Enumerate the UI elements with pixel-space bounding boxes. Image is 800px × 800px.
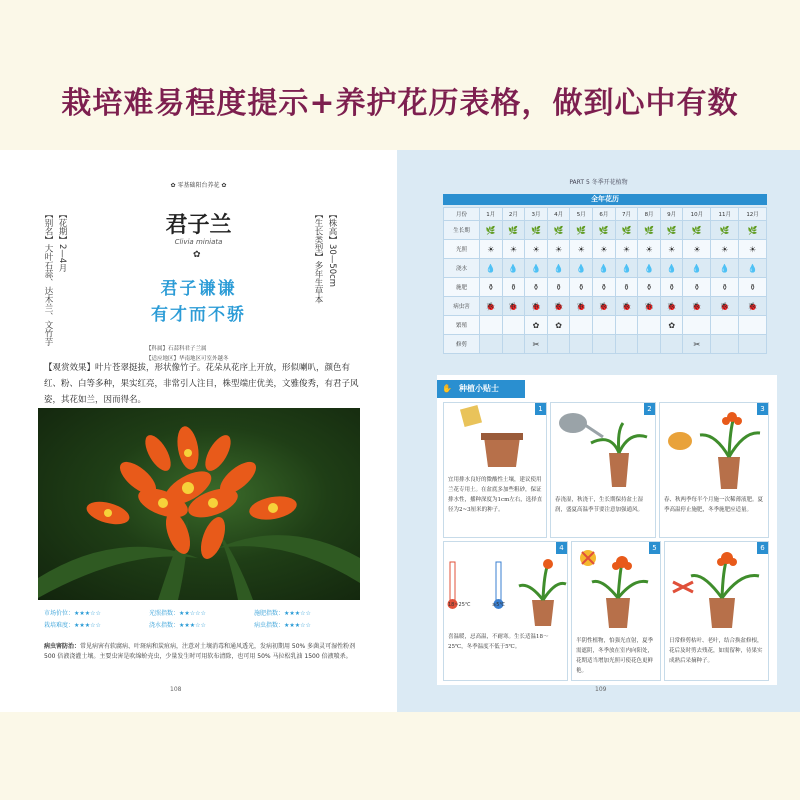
stat-label: 施肥指数：	[254, 610, 285, 617]
calendar-icon-cell: ☀	[525, 240, 548, 259]
step-text: 宜用排水良好的微酸性土壤，建议使用兰花专用土。在盆底多加些粗砂，保证排水性，播种深度为1cm左右，选择直径为2~3厘米的种子。	[448, 477, 543, 513]
latin-name: Clivia miniata	[174, 238, 223, 246]
flower-ornament-icon: ✿	[193, 250, 201, 260]
right-page	[397, 150, 800, 712]
calendar-icon-cell: ⚱	[711, 278, 739, 297]
stat-pests	[254, 620, 311, 629]
calendar-header-row	[444, 208, 767, 221]
calendar-icon-cell: ⚱	[683, 278, 711, 297]
tips-label-text: 种植小贴士	[459, 384, 499, 393]
step-number: 3	[757, 403, 768, 415]
step-text: 喜温暖，忌高温，不耐寒。生长适温18～25℃，冬季温度不低于5℃。	[448, 634, 549, 650]
calendar-icon-cell: 🌿	[547, 221, 570, 240]
calendar-icon-cell: ☀	[593, 240, 616, 259]
month-cell: 1月	[480, 208, 503, 221]
calendar-icon-cell	[660, 335, 683, 354]
star-rating: ★★☆☆☆	[179, 610, 206, 617]
calendar-icon-cell: ☀	[683, 240, 711, 259]
thermometer-icon	[444, 542, 569, 627]
calendar-icon-cell: ☀	[660, 240, 683, 259]
calendar-icon-cell	[480, 335, 503, 354]
calendar-icon-cell: 🐞	[739, 297, 767, 316]
calendar-icon-cell: 🐞	[480, 297, 503, 316]
calendar-icon-cell: 🐞	[502, 297, 525, 316]
calendar-icon-cell	[480, 316, 503, 335]
headline: 栽培难易程度提示+养护花历表格，做到心中有数	[61, 86, 739, 121]
calendar-row	[444, 240, 767, 259]
stat-label: 病虫指数：	[254, 622, 285, 629]
calendar-icon-cell	[739, 316, 767, 335]
calendar-icon-cell: ☀	[547, 240, 570, 259]
calendar-icon-cell	[502, 335, 525, 354]
pest-title: 病虫害防治：	[44, 643, 81, 650]
stat-label: 栽培难度：	[44, 622, 75, 629]
calendar-icon-cell	[638, 316, 661, 335]
calendar-icon-cell: 🌿	[739, 221, 767, 240]
calendar-icon-cell	[711, 335, 739, 354]
calendar-icon-cell: 🌿	[660, 221, 683, 240]
calendar-icon-cell: 🌿	[525, 221, 548, 240]
calendar-icon-cell: ⚱	[739, 278, 767, 297]
slogan-line-1: 君子谦谦	[160, 279, 237, 299]
stat-label: 浇水指数：	[149, 622, 180, 629]
star-rating: ★★★☆☆	[284, 610, 311, 617]
month-cell: 10月	[683, 208, 711, 221]
tips-label	[437, 380, 525, 398]
temp-range-label: 18~25℃	[448, 602, 471, 608]
pest-text: 常见病害有软腐病、叶斑病和炭疽病，注意对土壤消毒和通风透光，发病初期用 50% 多菌灵可湿性粉剂 500 倍液浇灌土壤。主要虫害是吹绵蚧壳虫，少量发生时可用软布清除，也可用 50% 马拉松乳油 1500 倍液喷杀。	[44, 643, 356, 660]
calendar-row-label: 浇水	[444, 259, 480, 278]
calendar-icon-cell: 🌿	[683, 221, 711, 240]
calendar-icon-cell: ☀	[570, 240, 593, 259]
calendar-icon-cell: 🐞	[638, 297, 661, 316]
calendar-icon-cell	[570, 316, 593, 335]
calendar-icon-cell: ☀	[615, 240, 638, 259]
calendar-icon-cell: 💧	[660, 259, 683, 278]
observation-text: 【观赏效果】叶片苍翠挺拔，形状像竹子。花朵从花序上开放，形似喇叭，颜色有红、粉、白等多种，果实红亮，非常引人注目，株型端庄优美，文雅俊秀，有君子风姿，其花如兰，因而得名。	[44, 363, 359, 405]
calendar-icon-cell: ☀	[711, 240, 739, 259]
page-number-right: 109	[595, 686, 607, 693]
watering-can-icon	[551, 403, 657, 493]
page-header-left-text: 零基础阳台养花	[177, 182, 220, 189]
step-6	[664, 541, 769, 681]
calendar-icon-cell: 🌿	[570, 221, 593, 240]
family-tag: 【科属】石蒜科君子兰属	[146, 346, 207, 352]
clivia-photo	[38, 408, 360, 600]
calendar-title: 全年花历	[443, 194, 767, 205]
month-cell: 7月	[615, 208, 638, 221]
page-number-left: 108	[170, 686, 182, 693]
calendar-icon-cell: 💧	[638, 259, 661, 278]
calendar-icon-cell: 💧	[525, 259, 548, 278]
calendar-icon-cell: 🐞	[547, 297, 570, 316]
calendar-icon-cell: 🌿	[711, 221, 739, 240]
stat-label: 光照指数：	[149, 610, 180, 617]
plant-title: 君子兰	[165, 212, 232, 238]
stat-label: 市场价位：	[44, 610, 75, 617]
step-number: 2	[644, 403, 655, 415]
calendar-icon-cell: 🐞	[683, 297, 711, 316]
stat-market-price	[44, 608, 101, 617]
calendar-icon-cell	[570, 335, 593, 354]
page-header-left: ✿ 零基础阳台养花 ✿	[170, 182, 227, 189]
calendar-icon-cell: 🌿	[615, 221, 638, 240]
pruning-shears-icon	[665, 542, 770, 632]
fertilizer-can-icon	[660, 403, 770, 493]
month-cell: 8月	[638, 208, 661, 221]
calendar-icon-cell: ⚱	[547, 278, 570, 297]
calendar-icon-cell: 💧	[570, 259, 593, 278]
calendar-icon-cell	[638, 335, 661, 354]
calendar-icon-cell: 🌿	[638, 221, 661, 240]
calendar-row	[444, 278, 767, 297]
stat-difficulty	[44, 620, 101, 629]
growth-type-label: 【生长类型】多年生草本	[313, 210, 323, 304]
calendar-icon-cell: ⚱	[615, 278, 638, 297]
calendar-row-label: 光照	[444, 240, 480, 259]
calendar-icon-cell: ✿	[660, 316, 683, 335]
calendar-row-label: 施肥	[444, 278, 480, 297]
calendar-icon-cell: 💧	[502, 259, 525, 278]
calendar-icon-cell: 💧	[593, 259, 616, 278]
step-text: 日常修剪枯叶、老叶，结合换盆修根，花后及时剪去残花，如需留种，待果实成熟后采摘种子。	[669, 638, 763, 664]
month-cell: 2月	[502, 208, 525, 221]
calendar-icon-cell: ⚱	[638, 278, 661, 297]
star-rating: ★★★☆☆	[179, 622, 206, 629]
month-cell: 3月	[525, 208, 548, 221]
calendar-icon-cell: ✂	[525, 335, 548, 354]
pest-control	[44, 642, 360, 662]
calendar-row	[444, 335, 767, 354]
region-tag: 【适应地区】华南地区可室外越冬	[146, 356, 229, 362]
calendar-icon-cell: 🌿	[480, 221, 503, 240]
calendar-icon-cell: 💧	[711, 259, 739, 278]
month-cell: 4月	[547, 208, 570, 221]
step-5	[571, 541, 661, 681]
calendar-icon-cell: ⚱	[480, 278, 503, 297]
star-rating: ★★★☆☆	[74, 610, 101, 617]
calendar-icon-cell: 🐞	[593, 297, 616, 316]
step-text: 春、秋两季每半个月施一次稀薄液肥。夏季高温停止施肥，冬季施肥应适量。	[664, 497, 764, 513]
calendar-icon-cell: ☀	[502, 240, 525, 259]
step-number: 1	[535, 403, 546, 415]
calendar-icon-cell: 🐞	[525, 297, 548, 316]
star-rating: ★★★☆☆	[74, 622, 101, 629]
calendar-row	[444, 297, 767, 316]
height-label: 【株高】30—50cm	[327, 210, 337, 288]
calendar-row-label: 修剪	[444, 335, 480, 354]
calendar-icon-cell	[593, 316, 616, 335]
calendar-icon-cell: ☀	[739, 240, 767, 259]
calendar-icon-cell: 🐞	[711, 297, 739, 316]
stat-fertilizer	[254, 608, 311, 617]
month-cell: 5月	[570, 208, 593, 221]
left-page	[0, 150, 397, 712]
calendar-icon-cell: ⚱	[525, 278, 548, 297]
clivia-flower-illustration	[38, 408, 360, 600]
step-text: 春浇湿，秋浇干，生长期保持盆土湿润，盛夏高温季节要注意加强通风。	[555, 497, 644, 513]
calendar-row-label: 生长期	[444, 221, 480, 240]
calendar-icon-cell	[739, 335, 767, 354]
calendar-row-label: 繁殖	[444, 316, 480, 335]
star-rating: ★★★☆☆	[284, 622, 311, 629]
step-number: 5	[649, 542, 660, 554]
calendar-icon-cell	[615, 335, 638, 354]
calendar-icon-cell	[615, 316, 638, 335]
month-header-cell: 月份	[444, 208, 480, 221]
book-spread	[0, 150, 800, 712]
step-3	[659, 402, 769, 538]
calendar-icon-cell: ⚱	[570, 278, 593, 297]
month-cell: 12月	[739, 208, 767, 221]
calendar-icon-cell: ⚱	[502, 278, 525, 297]
calendar-icon-cell: ✿	[547, 316, 570, 335]
calendar-row	[444, 259, 767, 278]
calendar-icon-cell: 💧	[480, 259, 503, 278]
calendar-icon-cell	[683, 316, 711, 335]
calendar-row	[444, 316, 767, 335]
calendar-icon-cell: ☀	[638, 240, 661, 259]
calendar-icon-cell: 🌿	[593, 221, 616, 240]
step-1	[443, 402, 547, 538]
step-2	[550, 402, 656, 538]
calendar-icon-cell	[593, 335, 616, 354]
step-number: 4	[556, 542, 567, 554]
page-header-right: PART 5 冬季开花植物	[569, 179, 628, 186]
stat-watering	[149, 620, 206, 629]
calendar-icon-cell: ⚱	[660, 278, 683, 297]
slogan-line-2: 有才而不骄	[151, 305, 246, 325]
flowering-label: 【花期】2—4月	[57, 210, 67, 272]
calendar-icon-cell: ✂	[683, 335, 711, 354]
calendar-icon-cell: 💧	[547, 259, 570, 278]
hand-icon: ✋	[442, 384, 452, 393]
calendar-icon-cell: 💧	[683, 259, 711, 278]
calendar-icon-cell	[502, 316, 525, 335]
calendar-icon-cell: 🐞	[660, 297, 683, 316]
stat-light	[149, 608, 206, 617]
temp-min-label: ≥5℃	[492, 602, 505, 608]
step-text: 半阴性植物，怕强光直射，夏季需遮阴，冬季放在室内向阳处，花期适当增加光照可使花色更鲜艳。	[576, 638, 654, 674]
calendar-row	[444, 221, 767, 240]
calendar-icon-cell: ✿	[525, 316, 548, 335]
calendar-icon-cell: 🐞	[570, 297, 593, 316]
sun-shade-icon	[572, 542, 662, 632]
care-calendar-table	[443, 207, 767, 354]
alias-label: 【别名】大叶石蒜、达木兰、文竹芋	[43, 210, 53, 346]
calendar-row-label: 病虫害	[444, 297, 480, 316]
calendar-icon-cell	[711, 316, 739, 335]
calendar-icon-cell: 🌿	[502, 221, 525, 240]
month-cell: 11月	[711, 208, 739, 221]
calendar-icon-cell: 💧	[739, 259, 767, 278]
calendar-icon-cell	[547, 335, 570, 354]
calendar-icon-cell: 💧	[615, 259, 638, 278]
month-cell: 9月	[660, 208, 683, 221]
calendar-icon-cell: ⚱	[593, 278, 616, 297]
calendar-icon-cell: ☀	[480, 240, 503, 259]
calendar-icon-cell: 🐞	[615, 297, 638, 316]
step-4	[443, 541, 568, 681]
step-number: 6	[757, 542, 768, 554]
month-cell: 6月	[593, 208, 616, 221]
seed-pot-icon	[444, 403, 548, 473]
